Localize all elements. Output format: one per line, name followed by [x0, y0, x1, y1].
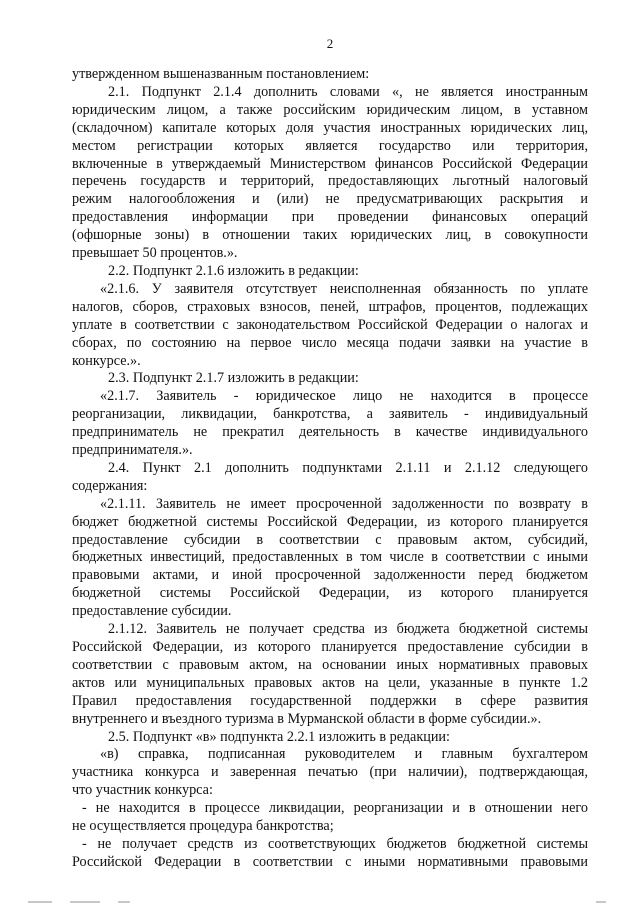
text-line: 2.1. Подпункт 2.1.4 дополнить словами «, не является иностранным	[108, 83, 588, 100]
text-line: содержания:	[72, 477, 148, 494]
text-line: предприниматель не прекратил деятельность в качестве индивидуального	[72, 424, 588, 441]
text-line: 2.1.12. Заявитель не получает средства из бюджета бюджетной системы	[108, 621, 588, 638]
text-line: (складочном) капитале которых доля участия иностранных юридических лиц,	[72, 119, 588, 136]
text-line: «в) справка, подписанная руководителем и главным бухгалтером	[100, 746, 588, 763]
scan-edge-marks	[0, 897, 640, 905]
text-line: - не получает средств из соответствующих бюджетов бюджетной системы	[82, 835, 588, 852]
text-line: 2.4. Пункт 2.1 дополнить подпунктами 2.1.11 и 2.1.12 следующего	[108, 459, 588, 476]
text-line: соответствии с правовым актом, на основании иных нормативных правовых	[72, 656, 588, 673]
text-line: предпринимателя.».	[72, 442, 193, 459]
text-line: утвержденном вышеназванным постановлением:	[72, 66, 370, 82]
text-line: налогов, сборов, страховых взносов, пеней, штрафов, процентов, подлежащих	[72, 298, 588, 315]
text-line: предоставления информации при проведении финансовых операций	[72, 209, 588, 226]
text-line: превышает 50 процентов.».	[72, 245, 238, 262]
text-line: перечень государств и территорий, предоставляющих льготный налоговый	[72, 173, 588, 190]
text-line: конкурсе.».	[72, 352, 141, 369]
text-line: предоставление субсидии.	[72, 603, 232, 620]
text-line: 2.5. Подпункт «в» подпункта 2.2.1 изложить в редакции:	[108, 728, 450, 745]
text-line: уплате в соответствии с законодательством Российской Федерации о налогах и	[72, 316, 588, 333]
text-line: Российской Федерации в соответствии с иными нормативными правовыми	[72, 853, 588, 870]
text-line: участника конкурса и заверенная печатью (при наличии), подтверждающая,	[72, 764, 588, 781]
text-line: бюджет бюджетной системы Российской Федерации, из которого планируется	[72, 513, 588, 530]
text-line: 2.3. Подпункт 2.1.7 изложить в редакции:	[108, 370, 359, 387]
text-line: юридическим лицом, а также российским юридическим лицом, в уставном	[72, 101, 588, 118]
text-line: внутреннего и въездного туризма в Мурманской области в форме субсидии.».	[72, 710, 542, 727]
text-line: - не находится в процессе ликвидации, реорганизации и в отношении него	[82, 800, 588, 817]
scan-mark	[118, 901, 130, 903]
text-line: бюджетных инвестиций, предоставленных в том числе в соответствии с иными	[72, 549, 588, 566]
text-line: «2.1.7. Заявитель - юридическое лицо не находится в процессе	[100, 388, 588, 405]
text-line: реорганизации, ликвидации, банкротства, а заявитель - индивидуальный	[72, 406, 588, 423]
text-line: (офшорные зоны) в отношении таких юридических лиц, в совокупности	[72, 227, 588, 244]
text-line: местом регистрации которых является государство или территория,	[72, 137, 588, 154]
document-body	[72, 66, 588, 872]
text-line: предоставление субсидии в соответствии с правовым актом, субсидий,	[72, 531, 588, 548]
page-number: 2	[326, 36, 334, 51]
text-line: Правил предоставления государственной поддержки в сфере развития	[72, 692, 588, 709]
text-line: «2.1.6. У заявителя отсутствует неисполненная обязанность по уплате	[100, 280, 588, 297]
text-line: что участник конкурса:	[72, 782, 213, 799]
text-line: правовыми актами, и иной просроченной задолженности перед бюджетом	[72, 567, 588, 584]
text-line: не осуществляется процедура банкротства;	[72, 818, 334, 835]
text-line: Российской Федерации, из которого планируется предоставление субсидии в	[72, 639, 588, 655]
scan-mark	[28, 901, 52, 903]
text-line: сборах, по состоянию на первое число месяца подачи заявки на участие в	[72, 334, 588, 351]
text-line: включенные в утверждаемый Министерством финансов Российской Федерации	[72, 155, 588, 172]
text-line: «2.1.11. Заявитель не имеет просроченной задолженности по возврату в	[100, 495, 588, 512]
text-line: бюджетной системы Российской Федерации, из которого планируется	[72, 585, 588, 602]
scan-mark	[70, 901, 100, 903]
text-line: актов или муниципальных правовых актов на цели, указанные в пункте 1.2	[72, 674, 588, 691]
scan-mark	[596, 901, 606, 903]
text-line: режим налогообложения и (или) не предусматривающих раскрытия и	[72, 191, 588, 208]
text-line: 2.2. Подпункт 2.1.6 изложить в редакции:	[108, 262, 359, 279]
